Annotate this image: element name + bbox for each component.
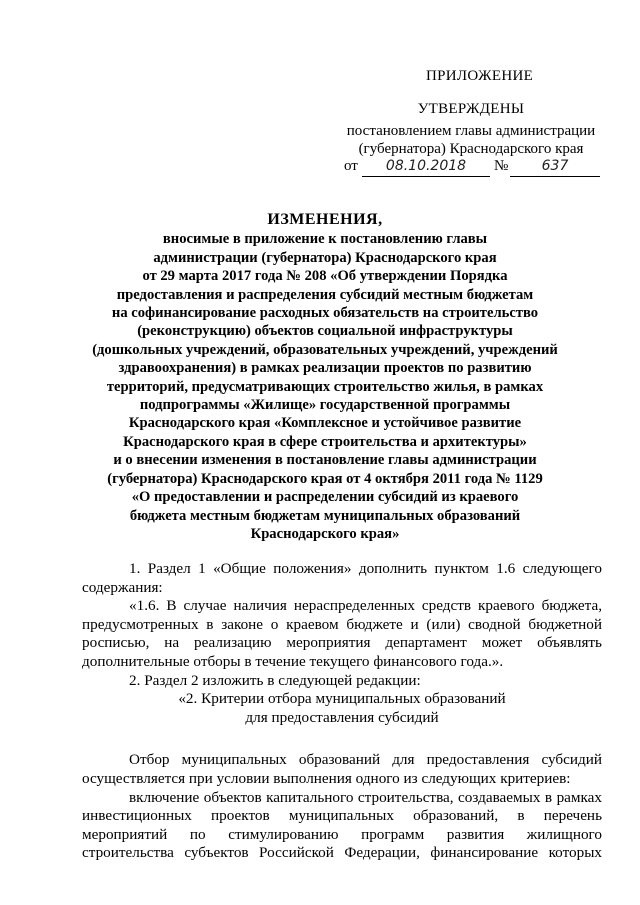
document-body	[82, 560, 602, 863]
heading-line: на софинансирование расходных обязательств на строительство	[111, 305, 539, 322]
approved-line-2: (губернатора) Краснодарского края	[358, 141, 584, 157]
paragraph-4-line: осуществляется при условии выполнения одного из следующих критериев:	[82, 769, 571, 787]
heading-line: (дошкольных учреждений, образовательных учреждений, учреждений	[92, 341, 558, 358]
number-prefix: №	[494, 158, 509, 174]
heading-line: «О предоставлении и распределении субсидий из краевого	[131, 489, 519, 506]
heading-line: администрации (губернатора) Краснодарского края	[153, 249, 497, 266]
spacer	[82, 727, 602, 751]
section-title-line: «2. Критерии отбора муниципальных образований	[178, 690, 506, 708]
heading-line: от 29 марта 2017 года № 208 «Об утверждении Порядка	[142, 268, 508, 285]
heading-line: подпрограммы «Жилище» государственной программы	[139, 397, 511, 414]
document-heading	[60, 211, 590, 543]
number-value: 637	[510, 158, 600, 177]
paragraph-1-line: 1. Раздел 1 «Общие положения» дополнить пунктом 1.6 следующего	[129, 560, 602, 577]
paragraph-1-line: содержания:	[82, 578, 163, 596]
date-prefix: от	[344, 158, 358, 174]
section-title-line: для предоставления субсидий	[245, 708, 439, 726]
heading-line: и о внесении изменения в постановление главы администрации	[113, 452, 537, 469]
paragraph-2-line: «1.6. В случае наличия нераспределенных средств краевого бюджета,	[129, 597, 602, 615]
approved-label: УТВЕРЖДЕНЫ	[417, 101, 525, 117]
paragraph-2-line: росписью, на реализацию мероприятия департамент может объявлять	[82, 634, 602, 652]
approved-line-1: постановлением главы администрации	[346, 123, 596, 139]
appendix-label: ПРИЛОЖЕНИЕ	[426, 68, 534, 84]
paragraph-3-line: 2. Раздел 2 изложить в следующей редакции:	[129, 671, 421, 689]
heading-title: ИЗМЕНЕНИЯ,	[267, 211, 383, 228]
paragraph-2-line: предусмотренных в законе о краевом бюджете и (или) сводной бюджетной	[82, 615, 602, 633]
heading-line: территорий, предусматривающих строительство жилья, в рамках	[106, 378, 544, 395]
heading-line: здравоохранения) в рамках реализации проектов по развитию	[118, 360, 532, 377]
paragraph-5-line: строительства субъектов Российской Федерации, финансирование которых	[82, 844, 602, 862]
heading-line: Краснодарского края в сфере строительства и архитектуры»	[123, 433, 527, 450]
paragraph-2-line: дополнительные отборы в течение текущего финансового года.».	[82, 652, 504, 670]
paragraph-4-line: Отбор муниципальных образований для предоставления субсидий	[129, 751, 602, 769]
heading-line: предоставления и распределения субсидий местным бюджетам	[116, 286, 534, 303]
paragraph-5-line: мероприятий по стимулированию программ развития жилищного	[82, 825, 602, 843]
date-number-line	[344, 158, 604, 180]
paragraph-5-line: включение объектов капитального строительства, создаваемых в рамках	[129, 788, 602, 806]
date-value: 08.10.2018	[362, 158, 490, 177]
heading-line: вносимые в приложение к постановлению главы	[162, 231, 488, 248]
heading-line: бюджета местным бюджетам муниципальных образований	[129, 507, 521, 524]
heading-line: Краснодарского края «Комплексное и устойчивое развитие	[128, 415, 522, 432]
approval-block	[340, 100, 602, 158]
heading-line: (реконструкцию) объектов социальной инфраструктуры	[137, 323, 513, 340]
heading-line: (губернатора) Краснодарского края от 4 октября 2011 года № 1129	[107, 470, 543, 487]
paragraph-5-line: инвестиционных проектов муниципальных образований, в перечень	[82, 807, 602, 825]
heading-line: Краснодарского края»	[250, 525, 400, 542]
